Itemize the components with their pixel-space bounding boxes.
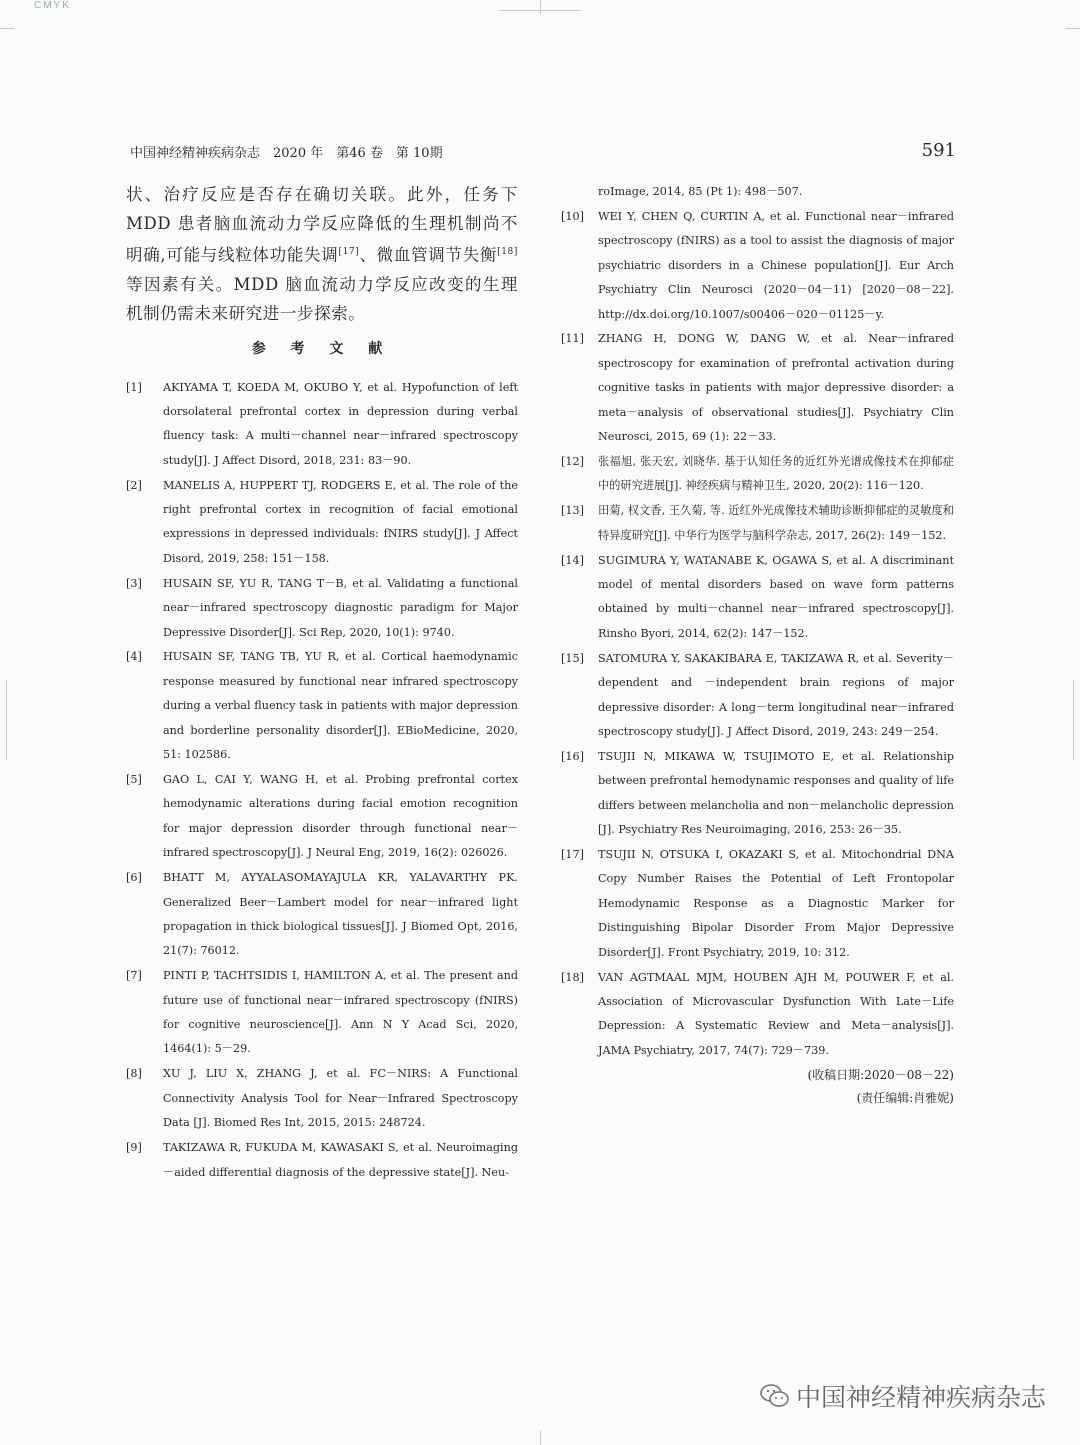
right-column — [561, 180, 954, 1110]
reference-item — [126, 645, 518, 767]
reference-number: [16] — [561, 749, 584, 763]
reference-number: [12] — [561, 454, 584, 468]
reference-text: 田菊, 权文香, 王久菊, 等. 近红外光成像技术辅助诊断抑郁症的灵敏度和特异度研究[J]. 中华行为医学与脑科学杂志, 2017, 26(2): 149－152. — [598, 504, 954, 542]
journal-citation-line: 中国神经精神疾病杂志 2020 年 第46 卷 第 10期 — [130, 146, 443, 161]
registration-line-right — [1066, 28, 1080, 29]
citation-17: [17] — [338, 247, 360, 257]
reference-number: [9] — [126, 1141, 142, 1155]
reference-item — [126, 964, 518, 1062]
reference-text: WEI Y, CHEN Q, CURTIN A, et al. Functional near－infrared spectroscopy (fNIRS) as a tool to assist the diagnosis of major psychiatric disorders in a Chinese population[J]. Eur Arch Psychiatry Clin Neurosci (2020－04－11) [2020－08－22]. http://dx.doi.org/10.1007/s00406－020－01125－y. — [598, 209, 954, 321]
reference-text: SATOMURA Y, SAKAKIBARA E, TAKIZAWA R, et al. Severity－dependent and －independent brain regions of major depressive disorder: A long－term longitudinal near－infrared spectroscopy study[J]. J Affect Disord, 2019, 243: 249－254. — [598, 651, 954, 738]
reference-text: PINTI P, TACHTSIDIS I, HAMILTON A, et al. The present and future use of functional near－infrared spectroscopy (fNIRS) for cognitive neuroscience[J]. Ann N Y Acad Sci, 2020, 1464(1): 5－29. — [163, 969, 518, 1056]
reference-number: [3] — [126, 576, 142, 590]
reference-text: TSUJII N, OTSUKA I, OKAZAKI S, et al. Mitochondrial DNA Copy Number Raises the Potential of Left Frontopolar Hemodynamic Response as a Diagnostic Marker for Distinguishing Bipolar Disorder From Major Depressive Disorder[J]. Front Psychiatry, 2019, 10: 312. — [598, 847, 954, 959]
reference-number: [1] — [126, 380, 142, 394]
reference-item — [561, 327, 954, 449]
reference-number: [7] — [126, 969, 142, 983]
reference-number: [5] — [126, 773, 142, 786]
reference-number: [18] — [561, 970, 584, 984]
reference-item — [126, 474, 518, 572]
reference-item — [126, 572, 518, 645]
reference-text: BHATT M, AYYALASOMAYAJULA KR, YALAVARTHY PK. Generalized Beer－Lambert model for near－infrared light propagation in thick biological tissues[J]. J Biomed Opt, 2016, 21(7): 76012. — [163, 871, 518, 958]
cmyk-print-mark: CMYK — [34, 0, 71, 11]
reference-item — [126, 1062, 518, 1135]
reference-number: [4] — [126, 650, 142, 664]
reference-text: 张福旭, 张天宏, 刘晓华. 基于认知任务的近红外光谱成像技术在抑郁症中的研究进展[J]. 神经疾病与精神卫生, 2020, 20(2): 116－120. — [598, 454, 954, 493]
references-heading: 参 考 文 献 — [251, 340, 393, 357]
registration-line-side-right — [1073, 680, 1074, 760]
citation-18: [18] — [497, 247, 518, 257]
running-header — [130, 140, 956, 162]
reference-text: ZHANG H, DONG W, DANG W, et al. Near－infrared spectroscopy for examination of prefrontal activation during cognitive tasks in patients with major depressive disorder: a meta－analysis of observational studies[J]. Psychiatry Clin Neurosci, 2015, 69 (1): 22－33. — [598, 332, 954, 444]
reference-number: [8] — [126, 1067, 142, 1081]
registration-line-side-left — [6, 680, 7, 760]
reference-text: XU J, LIU X, ZHANG J, et al. FC－NIRS: A Functional Connectivity Analysis Tool for Near－Infrared Spectroscopy Data [J]. Biomed Res Int, 2015, 2015: 248724. — [163, 1067, 518, 1130]
responsible-editor: (责任编辑:肖雅妮) — [856, 1090, 954, 1105]
reference-item — [126, 376, 518, 474]
reference-text: TSUJII N, MIKAWA W, TSUJIMOTO E, et al. Relationship between prefrontal hemodynamic responses and quality of life differs between melancholia and non－melancholic depression [J]. Psychiatry Res Neuroimaging, 2016, 253: 26－35. — [598, 749, 954, 837]
reference-item — [126, 866, 518, 964]
reference-9-continuation: roImage, 2014, 85 (Pt 1): 498－507. — [598, 185, 803, 198]
reference-item — [561, 966, 954, 1064]
registration-line-top-h — [500, 10, 580, 11]
reference-item — [561, 647, 954, 745]
reference-item — [126, 1136, 518, 1185]
reference-item — [561, 745, 954, 843]
reference-text: TAKIZAWA R, FUKUDA M, KAWASAKI S, et al. Neuroimaging－aided differential diagnosis of the depressive state[J]. Neu- — [163, 1141, 518, 1179]
registration-line-bottom — [540, 1430, 541, 1445]
reference-text: HUSAIN SF, TANG TB, YU R, et al. Cortical haemodynamic response measured by functional near infrared spectroscopy during a verbal fluency task in patients with major depression and borderline personality disorder[J]. EBioMedicine, 2020, 51: 102586. — [163, 650, 518, 762]
reference-item — [126, 768, 518, 866]
reference-item — [561, 205, 954, 327]
reference-text: GAO L, CAI Y, WANG H, et al. Probing prefrontal cortex hemodynamic alterations during facial emotion recognition for major depression disorder through functional near－infrared spectroscopy[J]. J Neural Eng, 2019, 16(2): 026026. — [163, 773, 518, 860]
registration-line-top — [540, 0, 541, 14]
reference-text: VAN AGTMAAL MJM, HOUBEN AJH M, POUWER F, et al. Association of Microvascular Dysfunction With Late－Life Depression: A Systematic Review and Meta－analysis[J]. JAMA Psychiatry, 2017, 74(7): 729－739. — [598, 970, 954, 1057]
reference-text: HUSAIN SF, YU R, TANG T－B, et al. Validating a functional near－infrared spectroscopy diagnostic paradigm for Major Depressive Disorder[J]. Sci Rep, 2020, 10(1): 9740. — [163, 576, 518, 639]
reference-number: [10] — [561, 209, 584, 223]
reference-number: [11] — [561, 332, 584, 346]
reference-number: [2] — [126, 478, 142, 492]
watermark-text: 中国神经精神疾病杂志 — [795, 1383, 1046, 1412]
received-date: (收稿日期:2020－08－22) — [807, 1067, 954, 1082]
reference-number: [14] — [561, 553, 584, 567]
reference-item — [561, 843, 954, 965]
reference-item — [561, 450, 954, 499]
reference-number: [13] — [561, 504, 584, 518]
references-list-right — [561, 205, 954, 1063]
page-number: 591 — [921, 140, 956, 161]
reference-text: AKIYAMA T, KOEDA M, OKUBO Y, et al. Hypofunction of left dorsolateral prefrontal cortex in depression during verbal fluency task: A multi－channel near－infrared spectroscopy study[J]. J Affect Disord, 2018, 231: 83－90. — [163, 380, 518, 467]
body-paragraph: 状、治疗反应是否存在确切关联。此外，任务下MDD 患者脑血流动力学反应降低的生理机制尚不明确,可能与线粒体功能失调[17]、微血管调节失衡[18]等因素有关。MDD 脑血流动力学反应改变的生理机制仍需未来研究进一步探索。 — [126, 185, 518, 323]
wechat-icon — [760, 1383, 790, 1409]
wechat-watermark — [760, 1378, 1046, 1414]
reference-text: MANELIS A, HUPPERT TJ, RODGERS E, et al. The role of the right prefrontal cortex in recognition of facial emotional expressions in depressed individuals: fNIRS study[J]. J Affect Disord, 2019, 258: 151－158. — [163, 478, 518, 565]
reference-number: [15] — [561, 651, 584, 665]
left-column — [126, 180, 518, 1185]
reference-number: [6] — [126, 871, 142, 885]
reference-text: SUGIMURA Y, WATANABE K, OGAWA S, et al. A discriminant model of mental disorders based on wave form patterns obtained by multi－channel near－infrared spectroscopy[J]. Rinsho Byori, 2014, 62(2): 147－152. — [598, 553, 954, 640]
reference-item — [561, 549, 954, 647]
references-list-left — [126, 376, 518, 1185]
registration-line-left — [0, 28, 14, 29]
reference-number: [17] — [561, 847, 584, 861]
reference-item — [561, 499, 954, 548]
